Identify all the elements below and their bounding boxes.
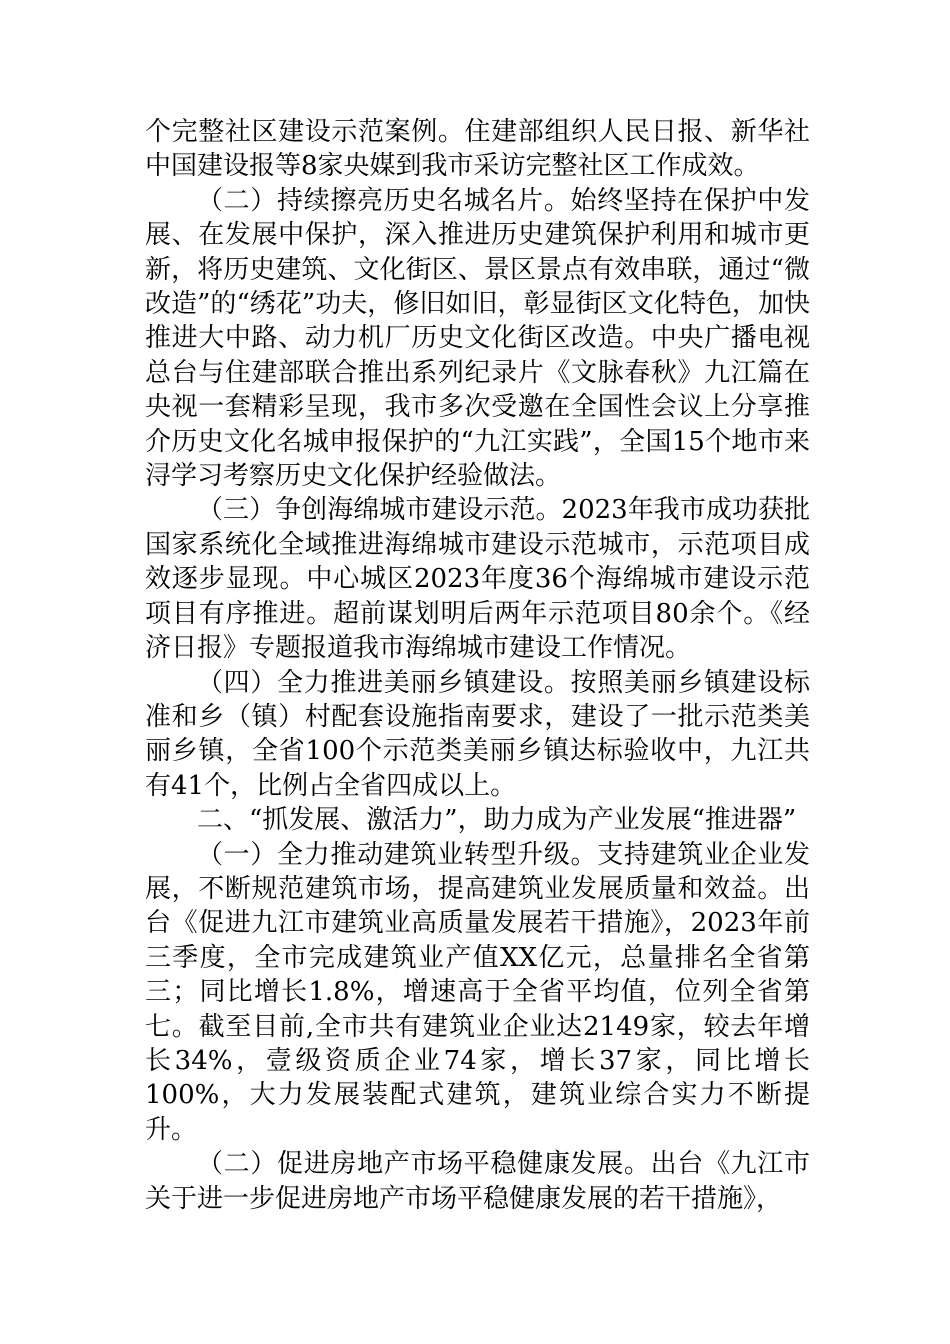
paragraph-historic-city: （二）持续擦亮历史名城名片。始终坚持在保护中发展、在发展中保护，深入推进历史建筑保护利用和城市更新，将历史建筑、文化街区、景区景点有效串联，通过“微改造”的“绣花”功夫，修旧如旧，彰显街区文化特色，加快推进大中路、动力机厂历史文化街区改造。中央广播电视总台与住建部联合推出系列纪录片《文脉春秋》九江篇在央视一套精彩呈现，我市多次受邀在全国性会议上分享推介历史文化名城申报保护的“九江实践”，全国15个地市来浔学习考察历史文化保护经验做法。 xyxy=(145,185,810,492)
paragraph-beautiful-towns: （四）全力推进美丽乡镇建设。按照美丽乡镇建设标准和乡（镇）村配套设施指南要求，建设了一批示范类美丽乡镇，全省100个示范类美丽乡镇达标验收中，九江共有41个，比例占全省四成以上。 xyxy=(145,667,810,801)
paragraph-real-estate-market: （二）促进房地产市场平稳健康发展。出台《九江市关于进一步促进房地产市场平稳健康发展的若干措施》， xyxy=(145,1149,810,1214)
paragraph-construction-industry: （一）全力推动建筑业转型升级。支持建筑业企业发展，不断规范建筑市场，提高建筑业发展质量和效益。出台《促进九江市建筑业高质量发展若干措施》，2023年前三季度，全市完成建筑业产值XX亿元，总量排名全省第三；同比增长1.8%，增速高于全省平均值，位列全省第七。截至目前,全市共有建筑业企业达2149家，较去年增长34%，壹级资质企业74家，增长37家，同比增长100%，大力发展装配式建筑，建筑业综合实力不断提升。 xyxy=(145,839,810,1145)
paragraph-sponge-city: （三）争创海绵城市建设示范。2023年我市成功获批国家系统化全域推进海绵城市建设示范城市，示范项目成效逐步显现。中心城区2023年度36个海绵城市建设示范项目有序推进。超前谋划明后两年示范项目80余个。《经济日报》专题报道我市海绵城市建设工作情况。 xyxy=(145,495,810,664)
section-heading-industry-development: 二、“抓发展、激活力”，助力成为产业发展“推进器” xyxy=(197,805,797,836)
document-body xyxy=(145,115,810,1216)
paragraph-complete-community-cont: 个完整社区建设示范案例。住建部组织人民日报、新华社中国建设报等8家央媒到我市采访完整社区工作成效。 xyxy=(145,117,810,182)
